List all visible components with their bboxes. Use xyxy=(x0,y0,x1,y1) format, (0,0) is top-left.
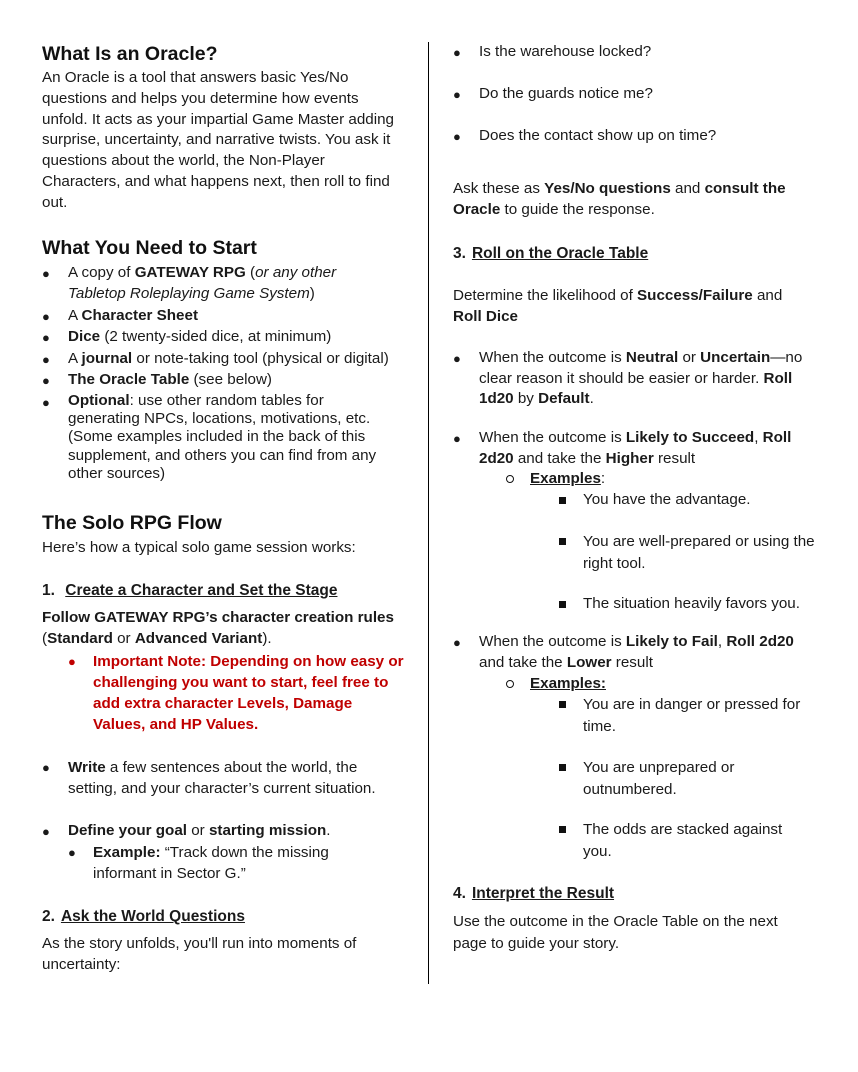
succeed-examples-label: Examples: xyxy=(530,470,606,487)
question-1: Is the warehouse locked? xyxy=(479,43,652,60)
neutral-item: When the outcome is Neutral or Uncertain—no clear reason it should be easier or harder. Roll 1d20 by Default. xyxy=(479,349,803,407)
fail-examples-label: Examples: xyxy=(530,675,606,692)
bullet-dot: ● xyxy=(68,654,76,669)
succeed-example-1: You have the advantage. xyxy=(583,491,751,508)
square-bullet xyxy=(559,826,566,833)
need-item-5: The Oracle Table (see below) xyxy=(68,371,272,388)
goal-item: Define your goal or starting mission. xyxy=(68,822,331,839)
bullet-dot: ● xyxy=(42,373,50,388)
need-item-1: A copy of GATEWAY RPG (or any other Tabletop Roleplaying Game System) xyxy=(68,264,337,302)
step4-heading: 4. Interpret the Result xyxy=(453,885,615,902)
fail-example-1: You are in danger or pressed for time. xyxy=(583,696,801,735)
column-divider xyxy=(428,42,429,984)
step1-heading: 1. Create a Character and Set the Stage xyxy=(42,582,338,599)
step1-rules: Follow GATEWAY RPG’s character creation rules (Standard or Advanced Variant). xyxy=(42,609,394,647)
bullet-dot: ● xyxy=(453,635,461,650)
fail-example-2: You are unprepared or outnumbered. xyxy=(583,759,735,798)
bullet-dot: ● xyxy=(42,352,50,367)
succeed-example-3: The situation heavily favors you. xyxy=(583,595,800,612)
question-3: Does the contact show up on time? xyxy=(479,127,717,144)
bullet-dot: ● xyxy=(42,824,50,839)
bullet-dot: ● xyxy=(42,266,50,281)
succeed-item: When the outcome is Likely to Succeed, Roll 2d20 and take the Higher result xyxy=(479,429,792,467)
square-bullet xyxy=(559,701,566,708)
step2-heading: 2. Ask the World Questions xyxy=(42,908,245,925)
bullet-dot: ● xyxy=(42,309,50,324)
write-item: Write a few sentences about the world, the setting, and your character’s current situation. xyxy=(68,759,376,797)
fail-example-3: The odds are stacked against you. xyxy=(583,821,783,860)
fail-item: When the outcome is Likely to Fail, Roll 2d20 and take the Lower result xyxy=(479,633,794,671)
question-2: Do the guards notice me? xyxy=(479,85,653,102)
step3-determine: Determine the likelihood of Success/Failure and Roll Dice xyxy=(453,287,783,325)
flow-intro: Here’s how a typical solo game session works: xyxy=(42,539,356,556)
bullet-dot: ● xyxy=(68,845,76,860)
square-bullet xyxy=(559,497,566,504)
bullet-dot: ● xyxy=(453,431,461,446)
bullet-dot: ● xyxy=(42,330,50,345)
bullet-dot: ● xyxy=(453,87,461,102)
succeed-example-2: You are well-prepared or using the right tool. xyxy=(583,533,815,572)
need-item-2: A Character Sheet xyxy=(68,307,199,324)
circle-bullet xyxy=(506,680,514,688)
oracle-heading: What Is an Oracle? xyxy=(42,43,218,65)
step4-body: Use the outcome in the Oracle Table on the next page to guide your story. xyxy=(453,913,778,952)
bullet-dot: ● xyxy=(453,129,461,144)
example-item: Example: “Track down the missing informant in Sector G.” xyxy=(93,844,329,882)
square-bullet xyxy=(559,538,566,545)
square-bullet xyxy=(559,601,566,608)
need-heading: What You Need to Start xyxy=(42,237,257,259)
step2-body: As the story unfolds, you'll run into moments of uncertainty: xyxy=(42,935,357,973)
oracle-body: An Oracle is a tool that answers basic Yes/No questions and helps you determine how events unfold. It acts as your impartial Game Master adding surprise, uncertainty, and narrative twists. You ask it questions about the world, the Non-Player Characters, and what happens next, then roll to find out. xyxy=(42,69,395,211)
need-item-6: Optional: use other random tables for generating NPCs, locations, motivations, etc. (Some examples included in the back of this supplement, and others you can find from any other sources) xyxy=(68,392,377,482)
ask-text: Ask these as Yes/No questions and consult the Oracle to guide the response. xyxy=(453,180,786,218)
important-note: Important Note: Depending on how easy or challenging you want to start, feel free to add extra character Levels, Damage Values, and HP Values. xyxy=(93,653,404,733)
square-bullet xyxy=(559,764,566,771)
circle-bullet xyxy=(506,475,514,483)
step3-heading: 3. Roll on the Oracle Table xyxy=(453,245,649,262)
bullet-dot: ● xyxy=(453,45,461,60)
bullet-dot: ● xyxy=(42,760,50,775)
need-item-4: A journal or note-taking tool (physical or digital) xyxy=(68,350,389,367)
bullet-dot: ● xyxy=(42,395,50,410)
bullet-dot: ● xyxy=(453,351,461,366)
need-item-3: Dice (2 twenty-sided dice, at minimum) xyxy=(68,328,332,345)
flow-heading: The Solo RPG Flow xyxy=(42,512,222,534)
